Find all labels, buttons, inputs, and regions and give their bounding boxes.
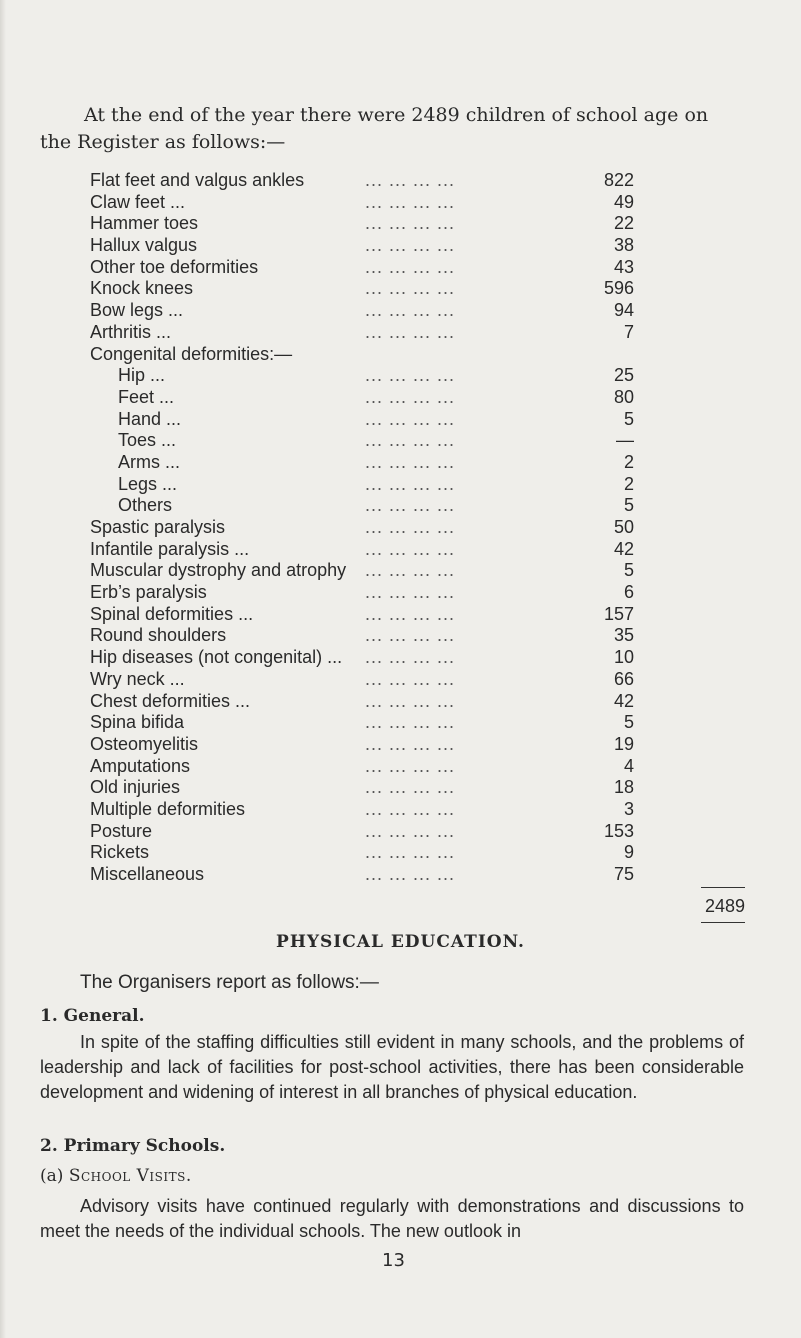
- row-label: Flat feet and valgus ankles: [90, 170, 305, 190]
- leader-dots: ... ... ... ...: [365, 300, 456, 321]
- row-label: Posture: [90, 820, 153, 841]
- leader-dots: ... ... ... ...: [365, 603, 456, 624]
- row-value: 42: [613, 538, 634, 559]
- row-label: Legs ...: [118, 473, 178, 494]
- intro-paragraph: At the end of the year there were 2489 children of school age on the Register as follows:—: [40, 104, 709, 153]
- list-row: [90, 430, 690, 452]
- row-value: 5: [623, 560, 634, 581]
- row-label: Amputations: [90, 755, 191, 776]
- leader-dots: ... ... ... ...: [365, 473, 456, 494]
- list-row: [90, 799, 690, 821]
- list-row: [90, 213, 690, 235]
- list-row: [90, 452, 690, 474]
- row-label: Arms ...: [118, 451, 180, 472]
- list-row: [90, 387, 690, 409]
- row-value: 18: [613, 777, 634, 798]
- row-label: Rickets: [90, 842, 150, 863]
- leader-dots: ... ... ... ...: [365, 170, 456, 190]
- leader-dots: ... ... ... ...: [365, 712, 456, 733]
- row-label: Chest deformities ...: [90, 690, 251, 711]
- section-1-title: 1. General.: [40, 1006, 145, 1026]
- leader-dots: ... ... ... ...: [365, 321, 456, 342]
- row-label: Infantile paralysis ...: [90, 538, 250, 559]
- leader-dots: ... ... ... ...: [365, 191, 456, 212]
- section-2-subheading: [40, 1166, 192, 1186]
- row-label: Hip diseases (not congenital) ...: [90, 647, 343, 668]
- leader-dots: ... ... ... ...: [365, 755, 456, 776]
- leader-dots: ... ... ... ...: [365, 235, 456, 256]
- row-value: 153: [603, 820, 634, 841]
- row-label: Wry neck ...: [90, 668, 185, 689]
- row-value: 66: [613, 668, 634, 689]
- leader-dots: ... ... ... ...: [365, 408, 456, 429]
- row-value: 35: [613, 625, 634, 646]
- row-label: Claw feet ...: [90, 191, 186, 212]
- leader-dots: ... ... ... ...: [365, 430, 456, 451]
- row-label: Osteomyelitis: [90, 733, 199, 754]
- page-edge: [0, 0, 6, 1338]
- leader-dots: ... ... ... ...: [365, 647, 456, 668]
- row-value: —: [616, 430, 634, 451]
- row-label: Hammer toes: [90, 213, 199, 234]
- leader-dots: ... ... ... ...: [365, 256, 456, 277]
- leader-dots: ... ... ... ...: [365, 213, 456, 234]
- leader-dots: ... ... ... ...: [365, 451, 456, 472]
- list-row: [90, 821, 690, 843]
- list-row: [90, 235, 690, 257]
- list-row: [90, 864, 690, 886]
- row-value: 157: [603, 603, 634, 624]
- row-label: Miscellaneous: [90, 864, 205, 884]
- list-row: [90, 625, 690, 647]
- row-value: 5: [623, 408, 634, 429]
- list-row: [90, 669, 690, 691]
- list-row: [90, 691, 690, 713]
- total-value: 2489: [704, 896, 745, 916]
- list-row: [90, 539, 690, 561]
- section-2-text: [40, 1194, 744, 1244]
- leader-dots: ... ... ... ...: [365, 582, 456, 603]
- row-label: Others: [118, 495, 173, 516]
- list-row: [90, 300, 690, 322]
- list-row: [90, 712, 690, 734]
- row-value: 25: [613, 365, 634, 386]
- row-label: Spina bifida: [90, 712, 185, 733]
- row-label: Multiple deformities: [90, 798, 246, 819]
- list-row: [90, 734, 690, 756]
- list-row: [90, 344, 690, 366]
- row-label: Knock knees: [90, 278, 194, 299]
- total-rule-bottom: [701, 922, 745, 923]
- leader-dots: ... ... ... ...: [365, 690, 456, 711]
- list-row: [90, 582, 690, 604]
- row-label: Round shoulders: [90, 625, 227, 646]
- section-heading: PHYSICAL EDUCATION.: [276, 932, 525, 952]
- leader-dots: ... ... ... ...: [365, 842, 456, 863]
- row-value: 22: [613, 213, 634, 234]
- row-label: Hand ...: [118, 408, 182, 429]
- page-number: 13: [382, 1250, 405, 1271]
- row-value: 19: [613, 733, 634, 754]
- row-value: 10: [613, 647, 634, 668]
- list-row: [90, 170, 690, 192]
- row-value: 94: [613, 300, 634, 321]
- leader-dots: ... ... ... ...: [365, 386, 456, 407]
- sub-title: School Visits.: [68, 1166, 192, 1186]
- row-value: 3: [623, 798, 634, 819]
- list-row: [90, 560, 690, 582]
- list-row: [90, 756, 690, 778]
- list-row: [90, 647, 690, 669]
- row-label: Spinal deformities ...: [90, 603, 254, 624]
- row-label: Spastic paralysis: [90, 517, 226, 537]
- row-label: Arthritis ...: [90, 321, 172, 342]
- list-row: [90, 604, 690, 626]
- row-label: Erb’s paralysis: [90, 582, 207, 603]
- list-row: [90, 474, 690, 496]
- leader-dots: ... ... ... ...: [365, 365, 456, 386]
- row-label: Old injuries: [90, 777, 181, 798]
- leader-dots: ... ... ... ...: [365, 668, 456, 689]
- section-2-title: 2. Primary Schools.: [40, 1136, 226, 1156]
- leader-dots: ... ... ... ...: [365, 517, 456, 537]
- leader-dots: ... ... ... ...: [365, 777, 456, 798]
- row-value: 2: [623, 451, 634, 472]
- row-value: 43: [613, 256, 634, 277]
- section-1-body: In spite of the staffing difficulties still evident in many schools, and the problems of leadership and lack of facilities for post-school activities, there has been considerable development and widening of interest in all branches of physical education.: [40, 1032, 744, 1102]
- row-label: Hip ...: [118, 365, 166, 386]
- leader-dots: ... ... ... ...: [365, 864, 456, 884]
- row-label: Bow legs ...: [90, 300, 184, 321]
- section-1-text: [40, 1030, 744, 1105]
- list-row: [90, 409, 690, 431]
- row-value: 50: [613, 517, 634, 537]
- row-value: 42: [613, 690, 634, 711]
- row-value: 822: [603, 170, 634, 190]
- row-value: 5: [623, 495, 634, 516]
- row-label: Other toe deformities: [90, 256, 259, 277]
- leader-dots: ... ... ... ...: [365, 733, 456, 754]
- list-row: [90, 517, 690, 539]
- row-value: 9: [623, 842, 634, 863]
- list-row: [90, 257, 690, 279]
- leader-dots: ... ... ... ...: [365, 560, 456, 581]
- row-value: 4: [623, 755, 634, 776]
- row-value: 596: [603, 278, 634, 299]
- row-label: Feet ...: [118, 386, 175, 407]
- leader-dots: ... ... ... ...: [365, 278, 456, 299]
- sub-prefix: (a): [40, 1166, 64, 1186]
- row-value: 75: [613, 864, 634, 884]
- row-value: 2: [623, 473, 634, 494]
- leader-dots: ... ... ... ...: [365, 820, 456, 841]
- row-value: 6: [623, 582, 634, 603]
- list-row: [90, 777, 690, 799]
- row-value: 5: [623, 712, 634, 733]
- list-row: [90, 842, 690, 864]
- report-intro: The Organisers report as follows:—: [80, 972, 379, 993]
- row-value: 7: [623, 321, 634, 342]
- row-value: 80: [613, 386, 634, 407]
- row-label: Congenital deformities:—: [90, 343, 293, 364]
- row-label: Muscular dystrophy and atrophy: [90, 560, 347, 581]
- list-row: [90, 322, 690, 344]
- leader-dots: ... ... ... ...: [365, 495, 456, 516]
- row-value: 38: [613, 235, 634, 256]
- deformity-list: [90, 170, 690, 886]
- section-2-body: Advisory visits have continued regularly with demonstrations and discussions to meet the needs of the individual schools. The new outlook in: [40, 1196, 744, 1241]
- list-row: [90, 278, 690, 300]
- total-rule-top: [701, 887, 745, 888]
- leader-dots: ... ... ... ...: [365, 625, 456, 646]
- row-value: 49: [613, 191, 634, 212]
- row-label: Hallux valgus: [90, 235, 198, 256]
- list-row: [90, 192, 690, 214]
- list-row: [90, 495, 690, 517]
- leader-dots: ... ... ... ...: [365, 798, 456, 819]
- leader-dots: ... ... ... ...: [365, 538, 456, 559]
- row-label: Toes ...: [118, 430, 177, 451]
- list-row: [90, 365, 690, 387]
